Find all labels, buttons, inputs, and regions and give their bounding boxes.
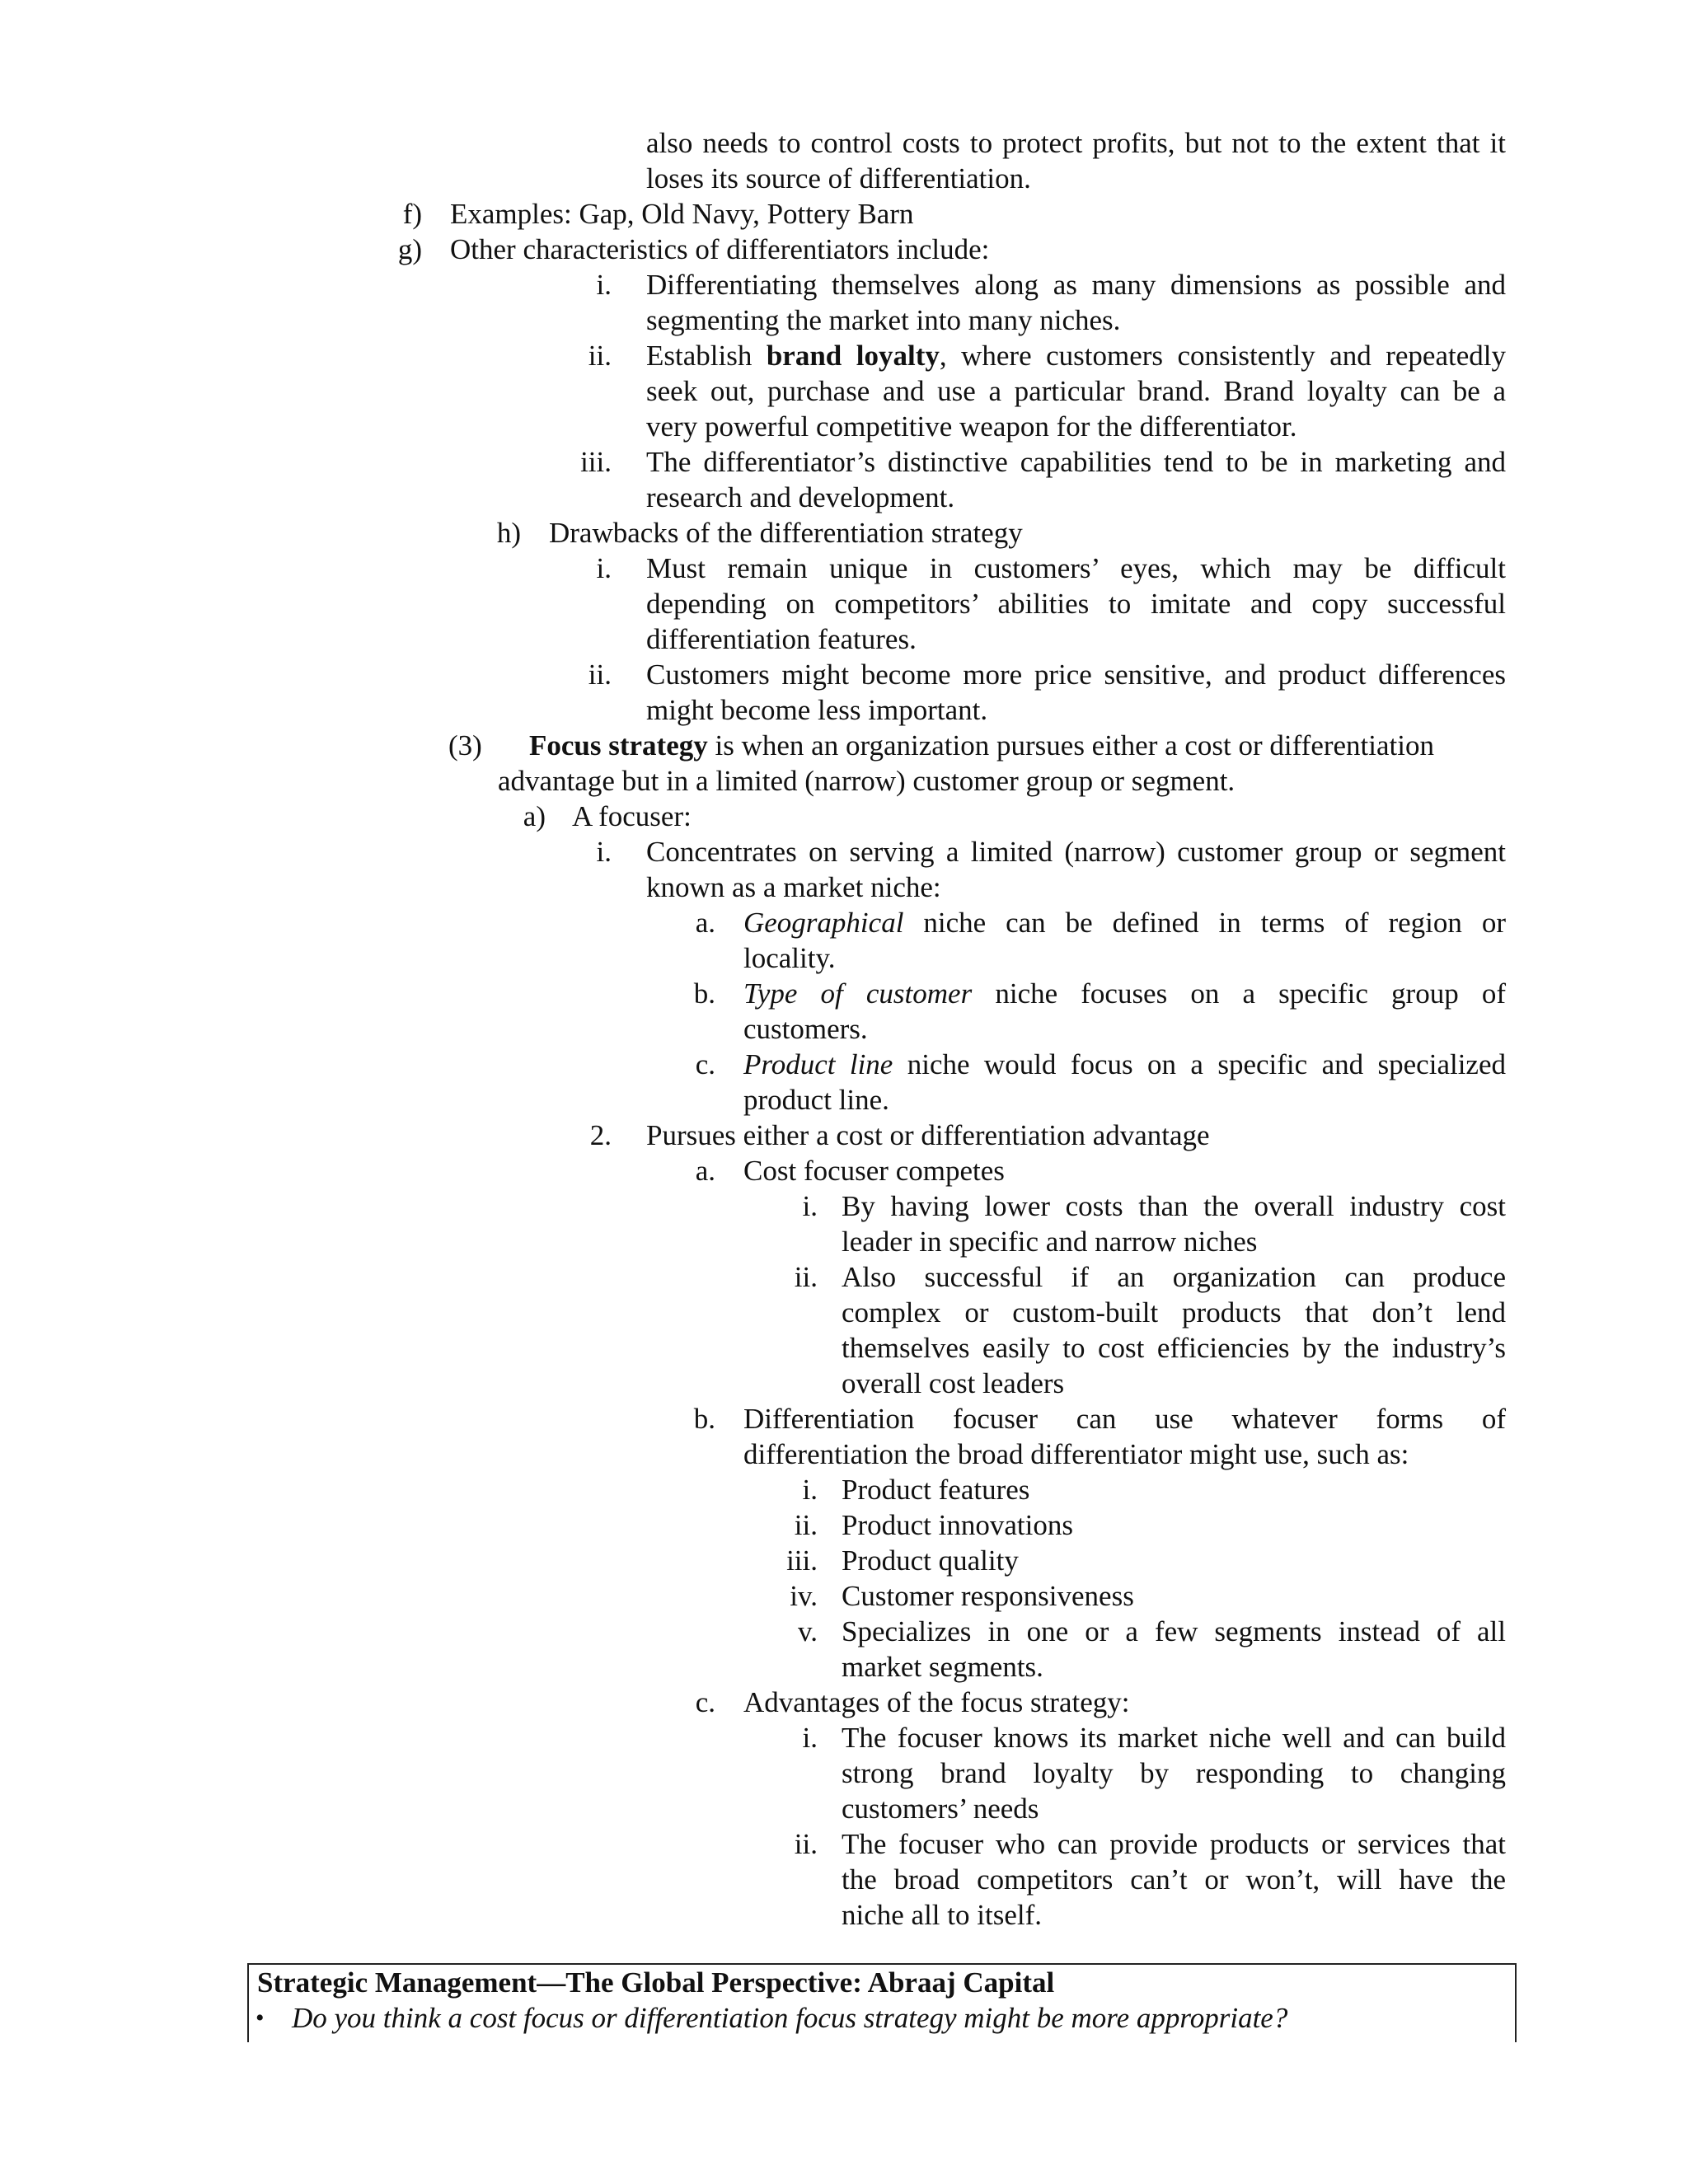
- text-line: [646, 338, 1506, 373]
- text-run: is when an organization pursues either a cost or differentiation: [707, 729, 1434, 762]
- box-title: Strategic Management—The Global Perspective: Abraaj Capital: [257, 1966, 1055, 1999]
- text-line: Must remain unique in customers’ eyes, which may be difficult: [646, 552, 1506, 584]
- list-marker: h): [496, 517, 521, 549]
- text-line: also needs to control costs to protect profits, but not to the extent that it: [646, 127, 1506, 159]
- list-marker: ii.: [794, 1509, 818, 1541]
- box-question: Do you think a cost focus or differentiation focus strategy might be more appropriate?: [292, 2002, 1288, 2034]
- text-line: [743, 905, 1506, 940]
- text-line: very powerful competitive weapon for the differentiator.: [646, 410, 1297, 443]
- list-marker: b.: [693, 1403, 715, 1435]
- list-item-text: Pursues either a cost or differentiation advantage: [646, 1119, 1210, 1151]
- list-marker: i.: [802, 1722, 818, 1754]
- text-line: Customers might become more price sensitive, and product differences: [646, 658, 1506, 691]
- text-line: Specializes in one or a few segments instead of all: [842, 1615, 1506, 1647]
- text-line: segmenting the market into many niches.: [646, 304, 1121, 336]
- italic-term: Geographical: [743, 907, 904, 939]
- italic-term: Type of customer: [743, 977, 973, 1010]
- text-line: loses its source of differentiation.: [646, 162, 1031, 194]
- list-item-text: A focuser:: [572, 800, 692, 832]
- bold-term: brand loyalty: [766, 340, 940, 372]
- list-marker: f): [402, 198, 422, 230]
- list-marker: iv.: [790, 1580, 818, 1612]
- text-run: niche can be defined in terms of region or: [903, 907, 1506, 939]
- global-perspective-box: [247, 1963, 1517, 2042]
- text-line: product line.: [743, 1084, 889, 1116]
- list-marker: ii.: [794, 1261, 818, 1293]
- list-marker: i.: [802, 1190, 818, 1222]
- list-marker: a): [523, 800, 546, 832]
- list-marker: iii.: [786, 1544, 818, 1577]
- text-line: differentiation the broad differentiator might use, such as:: [743, 1438, 1409, 1470]
- list-item-text: Product quality: [842, 1544, 1019, 1577]
- text-line: the broad competitors can’t or won’t, will have the: [842, 1863, 1506, 1896]
- list-marker: i.: [596, 836, 612, 868]
- list-marker: iii.: [580, 446, 612, 478]
- text-line: research and development.: [646, 481, 955, 513]
- list-marker: ii.: [588, 658, 612, 691]
- text-line: The focuser who can provide products or services that: [842, 1828, 1506, 1860]
- text-line: market segments.: [842, 1651, 1043, 1683]
- list-marker: c.: [695, 1048, 715, 1080]
- list-item-text: Other characteristics of differentiators include:: [450, 233, 990, 265]
- text-line: depending on competitors’ abilities to imitate and copy successful: [646, 588, 1506, 620]
- text-line: Also successful if an organization can produce: [842, 1261, 1506, 1293]
- italic-term: Product line: [743, 1048, 893, 1080]
- list-marker: b.: [693, 977, 715, 1010]
- list-item-text: Cost focuser competes: [743, 1155, 1005, 1187]
- text-line: Concentrates on serving a limited (narrow) customer group or segment: [646, 836, 1506, 868]
- text-run: niche would focus on a specific and specialized: [893, 1048, 1506, 1080]
- list-marker: g): [397, 233, 422, 265]
- text-line: known as a market niche:: [646, 871, 941, 903]
- text-line: leader in specific and narrow niches: [842, 1226, 1258, 1258]
- text-line: [743, 976, 1506, 1011]
- text-line: Differentiation focuser can use whatever forms of: [743, 1403, 1506, 1435]
- text-line: [529, 728, 1434, 763]
- text-run: niche focuses on a specific group of: [972, 977, 1506, 1010]
- text-line: Differentiating themselves along as many dimensions as possible and: [646, 269, 1506, 301]
- list-marker: i.: [596, 552, 612, 584]
- text-run: , where customers consistently and repeatedly: [939, 340, 1506, 372]
- text-line: might become less important.: [646, 694, 988, 726]
- text-line: seek out, purchase and use a particular brand. Brand loyalty can be a: [646, 375, 1506, 407]
- bold-term: Focus strategy: [529, 729, 708, 762]
- list-item-text: Customer responsiveness: [842, 1580, 1134, 1612]
- text-line: strong brand loyalty by responding to changing: [842, 1757, 1506, 1789]
- list-item-text: Product features: [842, 1474, 1030, 1506]
- bullet-icon: •: [256, 2004, 265, 2032]
- text-line: customers.: [743, 1013, 868, 1045]
- list-marker: c.: [695, 1686, 715, 1718]
- text-line: complex or custom-built products that don’t lend: [842, 1296, 1506, 1329]
- list-marker: v.: [798, 1615, 818, 1647]
- text-line: The focuser knows its market niche well and can build: [842, 1722, 1506, 1754]
- text-line: themselves easily to cost efficiencies by the industry’s: [842, 1332, 1506, 1364]
- text-line: By having lower costs than the overall industry cost: [842, 1190, 1506, 1222]
- list-item-text: Product innovations: [842, 1509, 1073, 1541]
- list-marker: i.: [802, 1474, 818, 1506]
- text-line: overall cost leaders: [842, 1367, 1065, 1399]
- text-line: [743, 1047, 1506, 1082]
- list-item-text: Examples: Gap, Old Navy, Pottery Barn: [450, 198, 914, 230]
- list-marker: ii.: [588, 340, 612, 372]
- text-line: locality.: [743, 942, 836, 974]
- list-marker: a.: [695, 1155, 715, 1187]
- text-run: Establish: [646, 340, 767, 372]
- list-marker: 2.: [589, 1119, 612, 1151]
- list-marker: a.: [695, 907, 715, 939]
- list-item-text: Advantages of the focus strategy:: [743, 1686, 1130, 1718]
- text-line: customers’ needs: [842, 1793, 1039, 1825]
- text-line: niche all to itself.: [842, 1899, 1042, 1931]
- text-line: advantage but in a limited (narrow) customer group or segment.: [498, 765, 1236, 797]
- text-line: differentiation features.: [646, 623, 917, 655]
- text-line: The differentiator’s distinctive capabilities tend to be in marketing and: [646, 446, 1506, 478]
- list-item-text: Drawbacks of the differentiation strategy: [549, 517, 1023, 549]
- list-marker: (3): [448, 729, 482, 762]
- list-marker: i.: [596, 269, 612, 301]
- list-marker: ii.: [794, 1828, 818, 1860]
